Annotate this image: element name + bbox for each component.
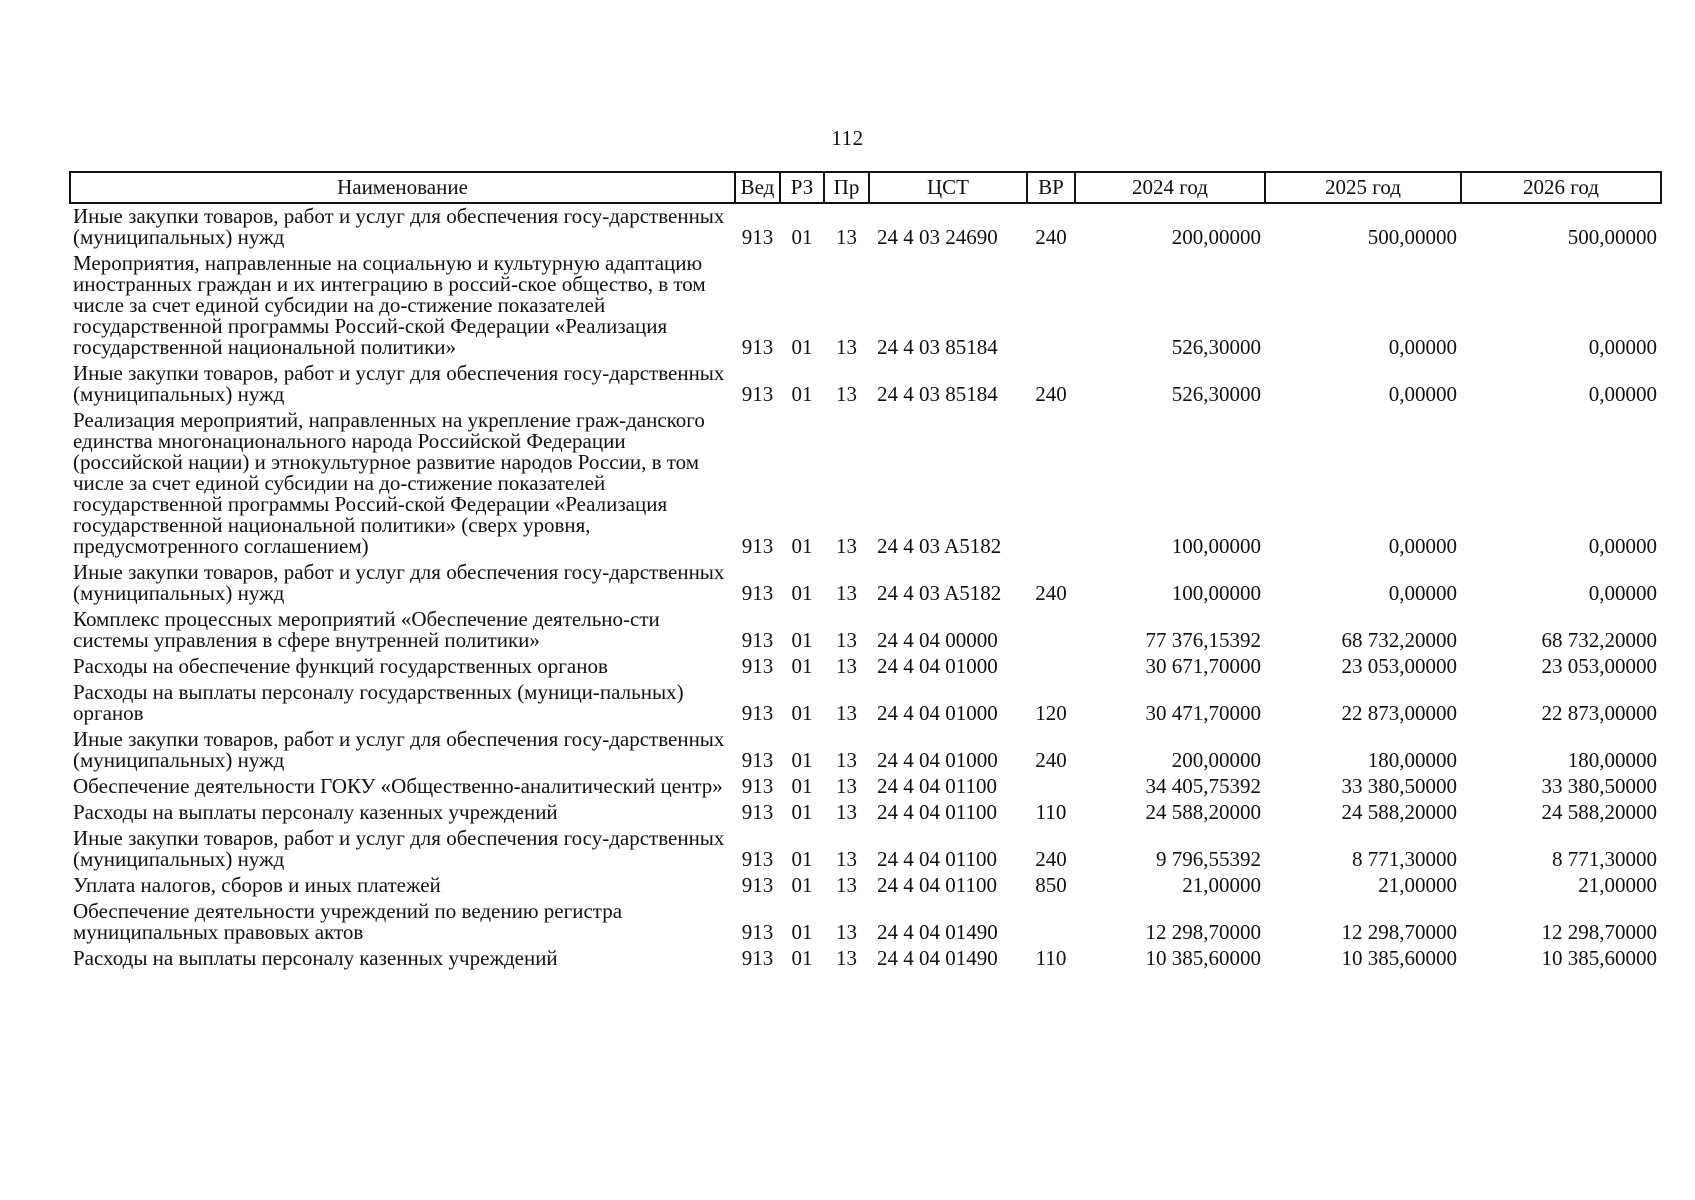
row-ved: 913 <box>741 774 774 798</box>
table-row <box>70 899 1661 946</box>
row-amount-2025: 21,00000 <box>1378 873 1457 897</box>
row-name: Мероприятия, направленные на социальную и культурную адаптацию иностранных граждан и их интеграцию в россий-ское общество, в том числе за счет единой субсидии на до-стижение показателей государственной программы Россий-ской Федерации «Реализация государственной национальной политики» <box>73 251 706 359</box>
row-name: Иные закупки товаров, работ и услуг для обеспечения госу-дарственных (муниципальных) нужд <box>73 727 725 772</box>
row-amount-2026: 10 385,60000 <box>1541 946 1657 970</box>
page-number: 112 <box>831 126 864 150</box>
row-amount-2026: 0,00000 <box>1588 581 1657 605</box>
row-amount-2024: 100,00000 <box>1171 534 1261 558</box>
row-ved: 913 <box>741 800 774 824</box>
row-name: Иные закупки товаров, работ и услуг для обеспечения госу-дарственных (муниципальных) нужд <box>73 204 725 249</box>
row-pr: 13 <box>836 946 857 970</box>
row-ved: 913 <box>741 946 774 970</box>
table-body <box>70 203 1661 972</box>
row-cst: 24 4 04 01100 <box>877 800 997 824</box>
table-row <box>70 361 1661 408</box>
row-name: Иные закупки товаров, работ и услуг для обеспечения госу-дарственных (муниципальных) нужд <box>73 361 725 406</box>
row-amount-2026: 22 873,00000 <box>1541 701 1657 725</box>
header-cst: ЦСТ <box>869 172 1027 203</box>
row-pr: 13 <box>836 382 857 406</box>
table-row <box>70 607 1661 654</box>
row-pr: 13 <box>836 654 857 678</box>
row-pr: 13 <box>836 534 857 558</box>
row-amount-2024: 526,30000 <box>1171 382 1261 406</box>
row-amount-2026: 180,00000 <box>1567 748 1657 772</box>
table-row <box>70 774 1661 800</box>
row-cst: 24 4 03 A5182 <box>877 581 1002 605</box>
row-rz: 01 <box>791 701 813 725</box>
row-amount-2026: 8 771,30000 <box>1552 847 1657 871</box>
row-amount-2024: 200,00000 <box>1171 225 1261 249</box>
row-rz: 01 <box>791 628 813 652</box>
row-vr <box>1027 899 1075 946</box>
row-vr: 240 <box>1035 382 1067 406</box>
row-amount-2024: 34 405,75392 <box>1145 774 1261 798</box>
row-name: Обеспечение деятельности ГОКУ «Общественно-аналитический центр» <box>73 774 723 798</box>
row-ved: 913 <box>741 873 774 897</box>
row-amount-2024: 30 671,70000 <box>1145 654 1261 678</box>
row-vr <box>1027 607 1075 654</box>
row-cst: 24 4 04 01100 <box>877 847 997 871</box>
row-rz: 01 <box>791 382 813 406</box>
row-rz: 01 <box>791 847 813 871</box>
row-amount-2025: 33 380,50000 <box>1341 774 1457 798</box>
row-vr: 240 <box>1035 748 1067 772</box>
row-rz: 01 <box>791 654 813 678</box>
table-row <box>70 203 1661 251</box>
row-amount-2026: 23 053,00000 <box>1541 654 1657 678</box>
row-amount-2025: 22 873,00000 <box>1341 701 1457 725</box>
row-pr: 13 <box>836 873 857 897</box>
header-2026: 2026 год <box>1461 172 1661 203</box>
row-amount-2026: 21,00000 <box>1578 873 1657 897</box>
row-amount-2024: 10 385,60000 <box>1145 946 1261 970</box>
row-amount-2025: 23 053,00000 <box>1341 654 1457 678</box>
row-cst: 24 4 04 01000 <box>877 701 998 725</box>
row-ved: 913 <box>741 748 774 772</box>
row-rz: 01 <box>791 800 813 824</box>
row-pr: 13 <box>836 701 857 725</box>
row-ved: 913 <box>741 628 774 652</box>
table-row <box>70 946 1661 972</box>
row-cst: 24 4 04 01490 <box>877 920 998 944</box>
row-name: Расходы на выплаты персоналу казенных учреждений <box>73 946 558 970</box>
table-row <box>70 800 1661 826</box>
header-rz: РЗ <box>780 172 824 203</box>
row-amount-2025: 10 385,60000 <box>1341 946 1457 970</box>
header-name: Наименование <box>70 172 735 203</box>
row-vr <box>1027 654 1075 680</box>
row-amount-2026: 0,00000 <box>1588 335 1657 359</box>
row-pr: 13 <box>836 225 857 249</box>
row-ved: 913 <box>741 225 774 249</box>
row-ved: 913 <box>741 534 774 558</box>
table-row <box>70 727 1661 774</box>
row-amount-2026: 0,00000 <box>1588 382 1657 406</box>
header-pr: Пр <box>824 172 869 203</box>
row-amount-2025: 68 732,20000 <box>1341 628 1457 652</box>
row-amount-2025: 8 771,30000 <box>1352 847 1457 871</box>
row-rz: 01 <box>791 335 813 359</box>
row-amount-2026: 0,00000 <box>1588 534 1657 558</box>
row-cst: 24 4 04 00000 <box>877 628 998 652</box>
row-rz: 01 <box>791 534 813 558</box>
row-amount-2026: 12 298,70000 <box>1541 920 1657 944</box>
row-vr: 110 <box>1035 800 1067 824</box>
row-rz: 01 <box>791 873 813 897</box>
row-rz: 01 <box>791 225 813 249</box>
row-name: Комплекс процессных мероприятий «Обеспечение деятельно-сти системы управления в сфере внутренней политики» <box>73 607 660 652</box>
row-cst: 24 4 03 85184 <box>877 335 998 359</box>
header-2024: 2024 год <box>1075 172 1265 203</box>
row-amount-2024: 526,30000 <box>1171 335 1261 359</box>
row-ved: 913 <box>741 847 774 871</box>
row-amount-2025: 0,00000 <box>1388 335 1457 359</box>
row-amount-2025: 0,00000 <box>1388 382 1457 406</box>
row-amount-2025: 0,00000 <box>1388 534 1457 558</box>
row-name: Уплата налогов, сборов и иных платежей <box>73 873 441 897</box>
row-pr: 13 <box>836 628 857 652</box>
row-rz: 01 <box>791 581 813 605</box>
row-pr: 13 <box>836 847 857 871</box>
row-pr: 13 <box>836 748 857 772</box>
table-row <box>70 826 1661 873</box>
row-ved: 913 <box>741 701 774 725</box>
row-rz: 01 <box>791 748 813 772</box>
table-row <box>70 680 1661 727</box>
row-name: Расходы на выплаты персоналу государственных (муници-пальных) органов <box>73 680 684 725</box>
row-vr: 240 <box>1035 225 1067 249</box>
table-row <box>70 654 1661 680</box>
table-row <box>70 873 1661 899</box>
row-amount-2026: 24 588,20000 <box>1541 800 1657 824</box>
row-pr: 13 <box>836 774 857 798</box>
row-amount-2024: 77 376,15392 <box>1145 628 1261 652</box>
row-name: Обеспечение деятельности учреждений по ведению регистра муниципальных правовых актов <box>73 899 623 944</box>
row-cst: 24 4 04 01100 <box>877 774 997 798</box>
row-pr: 13 <box>836 581 857 605</box>
table-header-row <box>70 172 1661 203</box>
row-vr: 850 <box>1035 873 1067 897</box>
row-name: Иные закупки товаров, работ и услуг для обеспечения госу-дарственных (муниципальных) нужд <box>73 560 725 605</box>
row-amount-2026: 68 732,20000 <box>1541 628 1657 652</box>
table-row <box>70 251 1661 361</box>
row-cst: 24 4 04 01100 <box>877 873 997 897</box>
row-pr: 13 <box>836 920 857 944</box>
row-vr: 110 <box>1035 946 1067 970</box>
row-vr <box>1027 408 1075 560</box>
row-cst: 24 4 03 85184 <box>877 382 998 406</box>
row-amount-2025: 500,00000 <box>1367 225 1457 249</box>
row-amount-2026: 500,00000 <box>1567 225 1657 249</box>
row-ved: 913 <box>741 382 774 406</box>
row-amount-2025: 180,00000 <box>1367 748 1457 772</box>
row-amount-2024: 21,00000 <box>1182 873 1261 897</box>
row-amount-2026: 33 380,50000 <box>1541 774 1657 798</box>
row-name: Реализация мероприятий, направленных на укрепление граж-данского единства многонационального народа Российской Федерации (российской нации) и этнокультурное развитие народов России, в том числе за счет единой субсидии на до-стижение показателей государственной программы Россий-ской Федерации «Реализация государственной национальной политики» (сверх уровня, предусмотренного соглашением) <box>73 408 705 558</box>
row-name: Расходы на обеспечение функций государственных органов <box>73 654 608 678</box>
row-rz: 01 <box>791 946 813 970</box>
row-name: Расходы на выплаты персоналу казенных учреждений <box>73 800 558 824</box>
row-amount-2025: 24 588,20000 <box>1341 800 1457 824</box>
row-ved: 913 <box>741 920 774 944</box>
row-amount-2025: 12 298,70000 <box>1341 920 1457 944</box>
row-vr: 240 <box>1035 581 1067 605</box>
row-ved: 913 <box>741 335 774 359</box>
row-pr: 13 <box>836 335 857 359</box>
row-cst: 24 4 04 01490 <box>877 946 998 970</box>
row-amount-2025: 0,00000 <box>1388 581 1457 605</box>
row-ved: 913 <box>741 654 774 678</box>
row-cst: 24 4 03 A5182 <box>877 534 1002 558</box>
row-amount-2024: 12 298,70000 <box>1145 920 1261 944</box>
header-vr: ВР <box>1027 172 1075 203</box>
row-amount-2024: 30 471,70000 <box>1145 701 1261 725</box>
table-row <box>70 408 1661 560</box>
row-cst: 24 4 04 01000 <box>877 748 998 772</box>
row-pr: 13 <box>836 800 857 824</box>
row-name: Иные закупки товаров, работ и услуг для обеспечения госу-дарственных (муниципальных) нужд <box>73 826 725 871</box>
row-vr <box>1027 251 1075 361</box>
row-amount-2024: 24 588,20000 <box>1145 800 1261 824</box>
row-ved: 913 <box>741 581 774 605</box>
row-amount-2024: 100,00000 <box>1171 581 1261 605</box>
header-2025: 2025 год <box>1265 172 1461 203</box>
row-amount-2024: 200,00000 <box>1171 748 1261 772</box>
row-amount-2024: 9 796,55392 <box>1156 847 1261 871</box>
row-cst: 24 4 04 01000 <box>877 654 998 678</box>
header-ved: Вед <box>735 172 780 203</box>
row-vr <box>1027 774 1075 800</box>
row-vr: 120 <box>1035 701 1067 725</box>
row-rz: 01 <box>791 774 813 798</box>
table-row <box>70 560 1661 607</box>
row-rz: 01 <box>791 920 813 944</box>
budget-table <box>69 171 1662 972</box>
row-cst: 24 4 03 24690 <box>877 225 998 249</box>
row-vr: 240 <box>1035 847 1067 871</box>
